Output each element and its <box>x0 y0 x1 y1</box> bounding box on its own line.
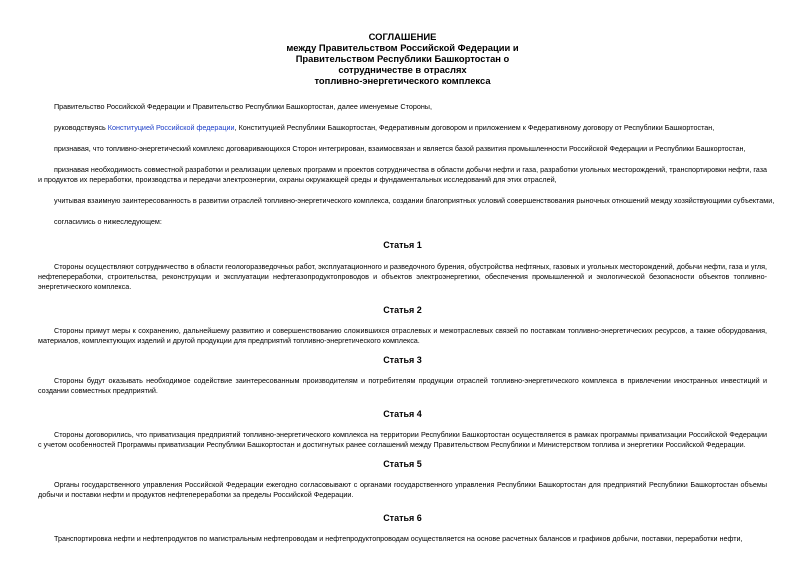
title-line-1: СОГЛАШЕНИЕ <box>368 31 437 42</box>
preamble-parties: Правительство Российской Федерации и Правительство Республики Башкортостан, далее именуемые Стороны, <box>54 102 432 111</box>
preamble-guided-by <box>38 123 767 133</box>
article-text: Стороны осуществляют сотрудничество в области геологоразведочных работ, эксплуатационного и разведочного бурения, обустройства нефтяных, газовых и угольных месторождений, добычи нефти, газа и угля, нефтепереработки, строительства, реконструкции и эксплуатации нефтегазопродуктопроводов и объектов электроэнергетики, обеспечения промышленной и экологической безопасности объектов топливно-энергетического комплекса. <box>38 262 767 291</box>
preamble-guided-by-rest: , Конституцией Республики Башкортостан, Федеративным договором и приложением к Федеративному договору от Республики Башкортостан, <box>234 123 715 132</box>
article-text: Стороны примут меры к сохранению, дальнейшему развитию и совершенствованию сложившихся отраслевых и межотраслевых связей по поставкам топливно-энергетических ресурсов, а также оборудования, материалов, комплектующих изделий и другой продукции для предприятий топливно-энергетического комплекса. <box>38 326 767 345</box>
article-text: Транспортировка нефти и нефтепродуктов по магистральным нефтепроводам и нефтепродуктопроводам осуществляется на основе расчетных балансов и графиков добычи, поставки, переработки нефти, <box>54 534 743 543</box>
article-3 <box>38 355 767 396</box>
document-title <box>38 0 767 86</box>
preamble-recognizing-integration: признавая, что топливно-энергетический комплекс договаривающихся Сторон интегрирован, взаимосвязан и является базой развития промышленности Российской Федерации и Республики Башкортостан, <box>54 144 746 153</box>
title-line-2: между Правительством Российской Федерации и <box>286 42 519 53</box>
article-4 <box>38 409 767 450</box>
article-heading: Статья 2 <box>383 305 422 315</box>
title-line-5: топливно-энергетического комплекса <box>314 75 491 86</box>
article-heading: Статья 5 <box>383 459 422 469</box>
article-6 <box>38 513 767 544</box>
article-5 <box>38 459 767 500</box>
article-1 <box>38 240 767 292</box>
preamble-recognizing-need: признавая необходимость совместной разработки и реализации целевых программ и проектов сотрудничества в области добычи нефти и газа, разработки угольных месторождений, транспортировки нефти, газа и продуктов их переработки, производства и передачи электроэнергии, охраны окружающей среды и фундаментальных исследований для этих отраслей, <box>38 165 767 184</box>
preamble-guided-by-prefix: руководствуясь <box>54 123 108 132</box>
article-2 <box>38 305 767 346</box>
article-heading: Статья 6 <box>383 513 422 523</box>
article-heading: Статья 3 <box>383 355 422 365</box>
preamble-agreed: согласились о нижеследующем: <box>54 217 162 226</box>
article-text: Стороны договорились, что приватизация предприятий топливно-энергетического комплекса на территории Республики Башкортостан осуществляется в рамках программы приватизации Российской Федерации с учетом особенностей Программы приватизации Республики Башкортостан и достигнутых ранее соглашений между Правительством Республики и Министерством топлива и энергетики Российской Федерации. <box>38 430 767 449</box>
title-line-4: сотрудничестве в отраслях <box>338 64 467 75</box>
preamble-considering-interest: учитывая взаимную заинтересованность в развитии отраслей топливно-энергетического комплекса, создании благоприятных условий совершенствования рыночных отношений между хозяйствующими субъектами, <box>54 196 775 205</box>
article-text: Органы государственного управления Российской Федерации ежегодно согласовывают с органами государственного управления Республики Башкортостан для предприятий Республики Башкортостан объемы добычи и поставки нефти и продуктов нефтепереработки за пределы Российской Федерации. <box>38 480 767 499</box>
constitution-link[interactable]: Конституцией Российской федерации <box>107 123 235 132</box>
article-text: Стороны будут оказывать необходимое содействие заинтересованным производителям и потребителям продукции отраслей топливно-энергетического комплекса в привлечении иностранных инвестиций и создании совместных предприятий. <box>38 376 767 395</box>
article-heading: Статья 4 <box>383 409 422 419</box>
article-heading: Статья 1 <box>383 240 422 250</box>
title-line-3: Правительством Республики Башкортостан о <box>295 53 510 64</box>
